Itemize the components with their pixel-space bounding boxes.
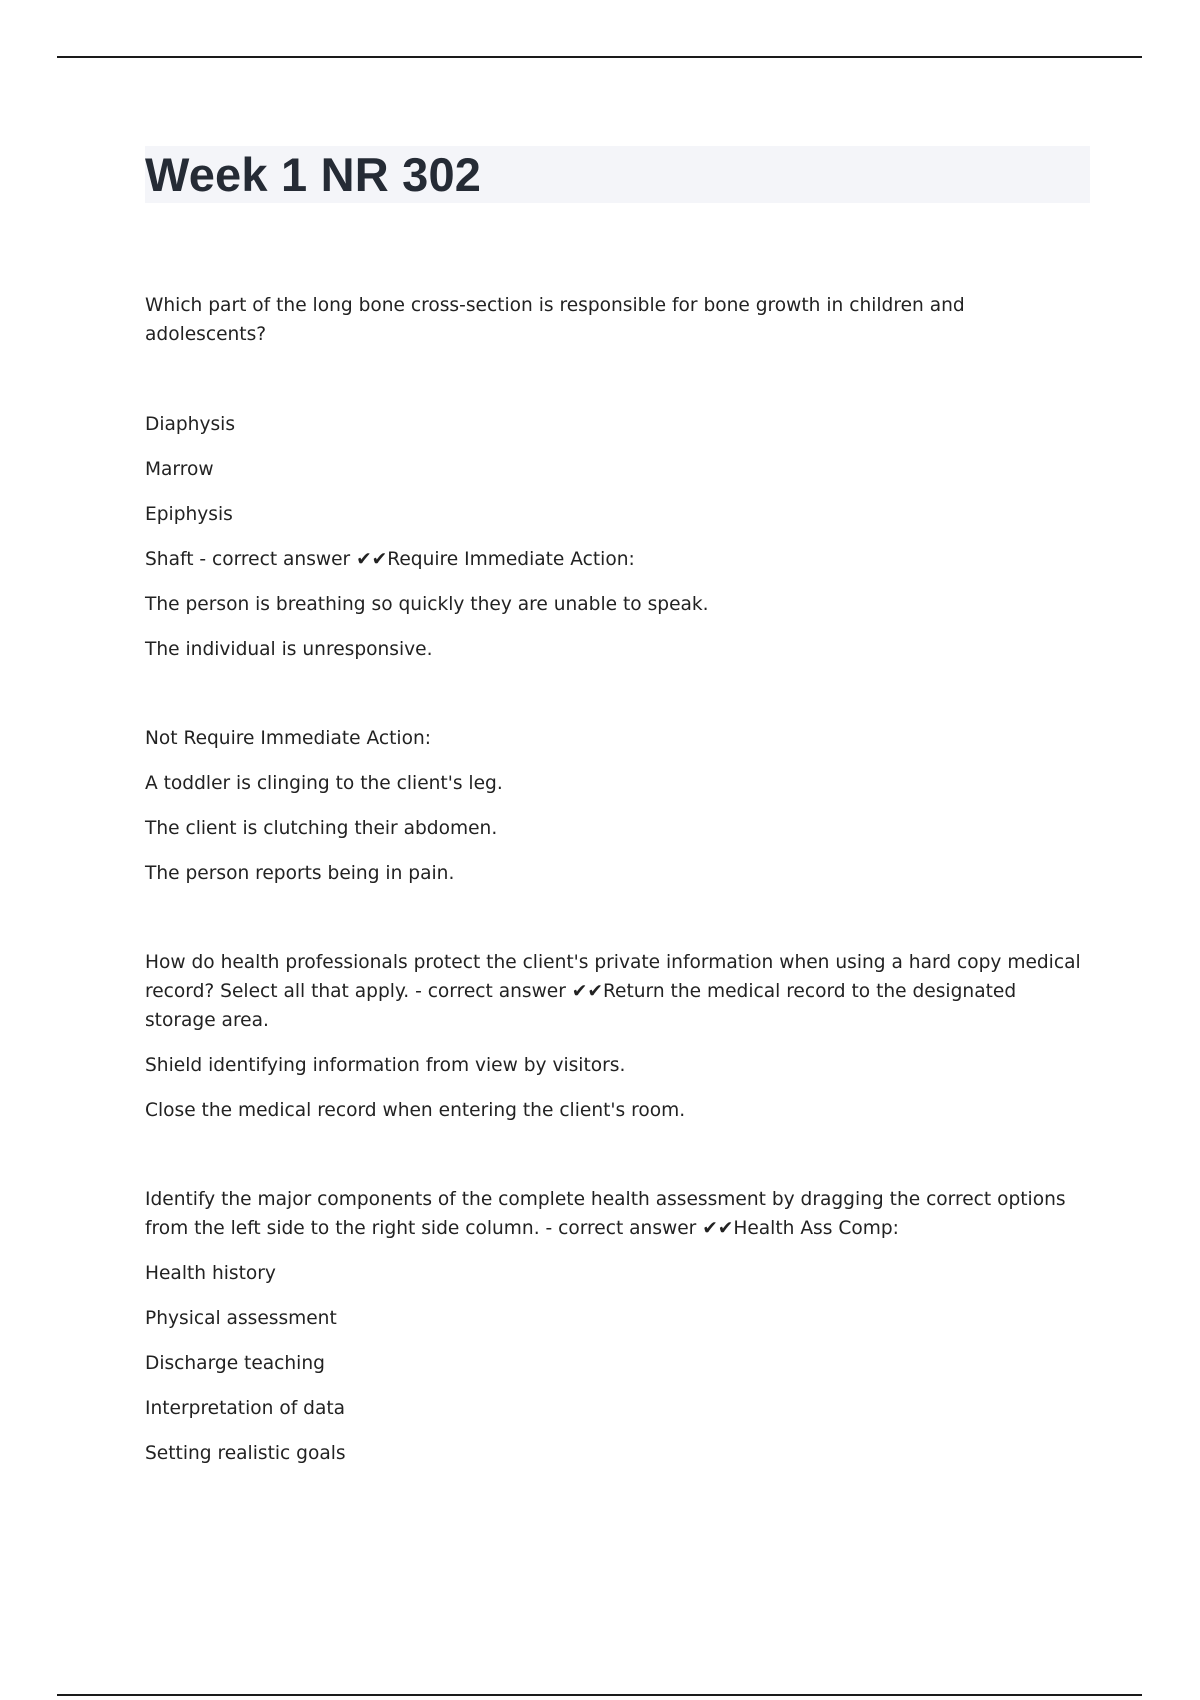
answer-block-1	[145, 410, 1090, 664]
paragraph: Which part of the long bone cross-section is responsible for bone growth in children and adolescents?	[145, 295, 965, 345]
option-item: Close the medical record when entering the client's room.	[145, 1100, 686, 1121]
option-item: Health history	[145, 1263, 276, 1284]
option-item: Setting realistic goals	[145, 1443, 346, 1464]
option-item: Shield identifying information from view by visitors.	[145, 1055, 626, 1076]
paragraph: Not Require Immediate Action:	[145, 728, 431, 749]
option-item: Discharge teaching	[145, 1353, 325, 1374]
option-item: The person reports being in pain.	[145, 863, 455, 884]
question-2	[145, 948, 1090, 1125]
answer-block-2	[145, 724, 1090, 888]
option-item: Marrow	[145, 459, 214, 480]
option-item: Diaphysis	[145, 414, 236, 435]
top-rule	[57, 56, 1142, 58]
paragraph: Identify the major components of the complete health assessment by dragging the correct options from the left side to the right side column. - correct answer ✔✔Health Ass Comp:	[145, 1189, 1066, 1239]
title-bar	[145, 146, 1090, 203]
option-item: Interpretation of data	[145, 1398, 346, 1419]
option-item: The individual is unresponsive.	[145, 639, 433, 660]
option-item: A toddler is clinging to the client's leg.	[145, 773, 503, 794]
paragraph: How do health professionals protect the client's private information when using a hard copy medical record? Select all that apply. - correct answer ✔✔Return the medical record to the designated storage area.	[145, 952, 1081, 1031]
bottom-rule	[57, 1694, 1142, 1696]
page-title: Week 1 NR 302	[145, 148, 482, 201]
document-body	[145, 146, 1090, 1484]
question-3	[145, 1185, 1090, 1468]
option-item: The client is clutching their abdomen.	[145, 818, 498, 839]
option-item: The person is breathing so quickly they are unable to speak.	[145, 594, 709, 615]
option-item: Shaft - correct answer ✔✔Require Immediate Action:	[145, 549, 635, 570]
option-item: Epiphysis	[145, 504, 233, 525]
option-item: Physical assessment	[145, 1308, 337, 1329]
question-1	[145, 291, 1090, 349]
